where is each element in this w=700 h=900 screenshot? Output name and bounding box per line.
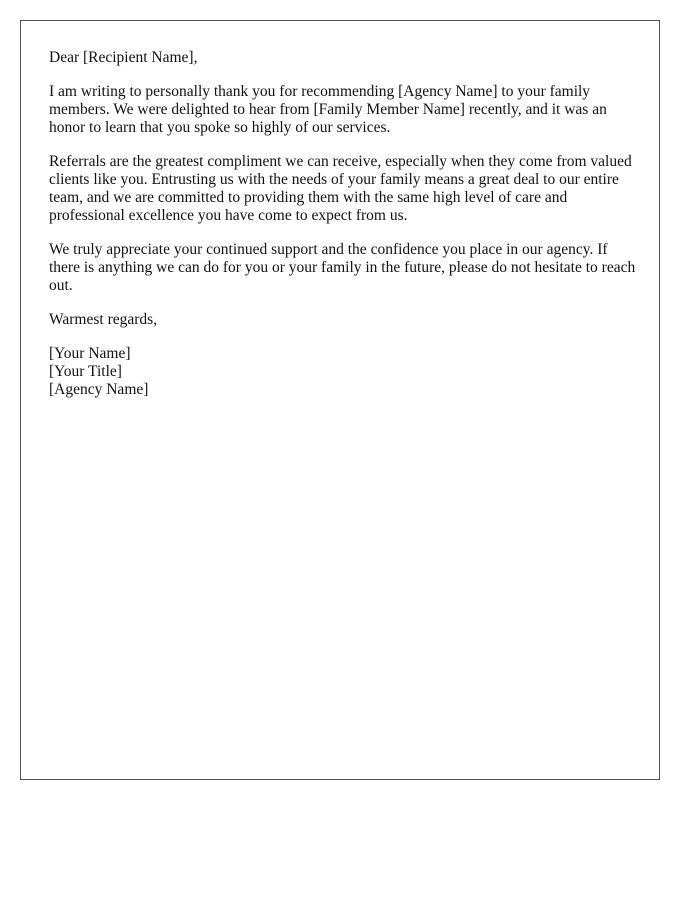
letter-body — [49, 49, 639, 399]
signature-title: [Your Title] — [49, 363, 122, 380]
paragraph-referrals: Referrals are the greatest compliment we can receive, especially when they come from valued clients like you. Entrusting us with the needs of your family means a great deal to our entire team, and we are committed to providing them with the same high level of care and professional excellence you have come to expect from us. — [49, 153, 632, 224]
signature-block — [49, 345, 639, 399]
salutation: Dear [Recipient Name], — [49, 49, 198, 66]
letter-page — [20, 20, 660, 780]
closing: Warmest regards, — [49, 311, 158, 328]
signature-agency: [Agency Name] — [49, 381, 149, 398]
paragraph-thanks: I am writing to personally thank you for recommending [Agency Name] to your family members. We were delighted to hear from [Family Member Name] recently, and it was an honor to learn that you spoke so highly of our services. — [49, 83, 607, 136]
signature-name: [Your Name] — [49, 345, 131, 362]
paragraph-appreciation: We truly appreciate your continued support and the confidence you place in our agency. If there is anything we can do for you or your family in the future, please do not hesitate to reach out. — [49, 241, 636, 294]
